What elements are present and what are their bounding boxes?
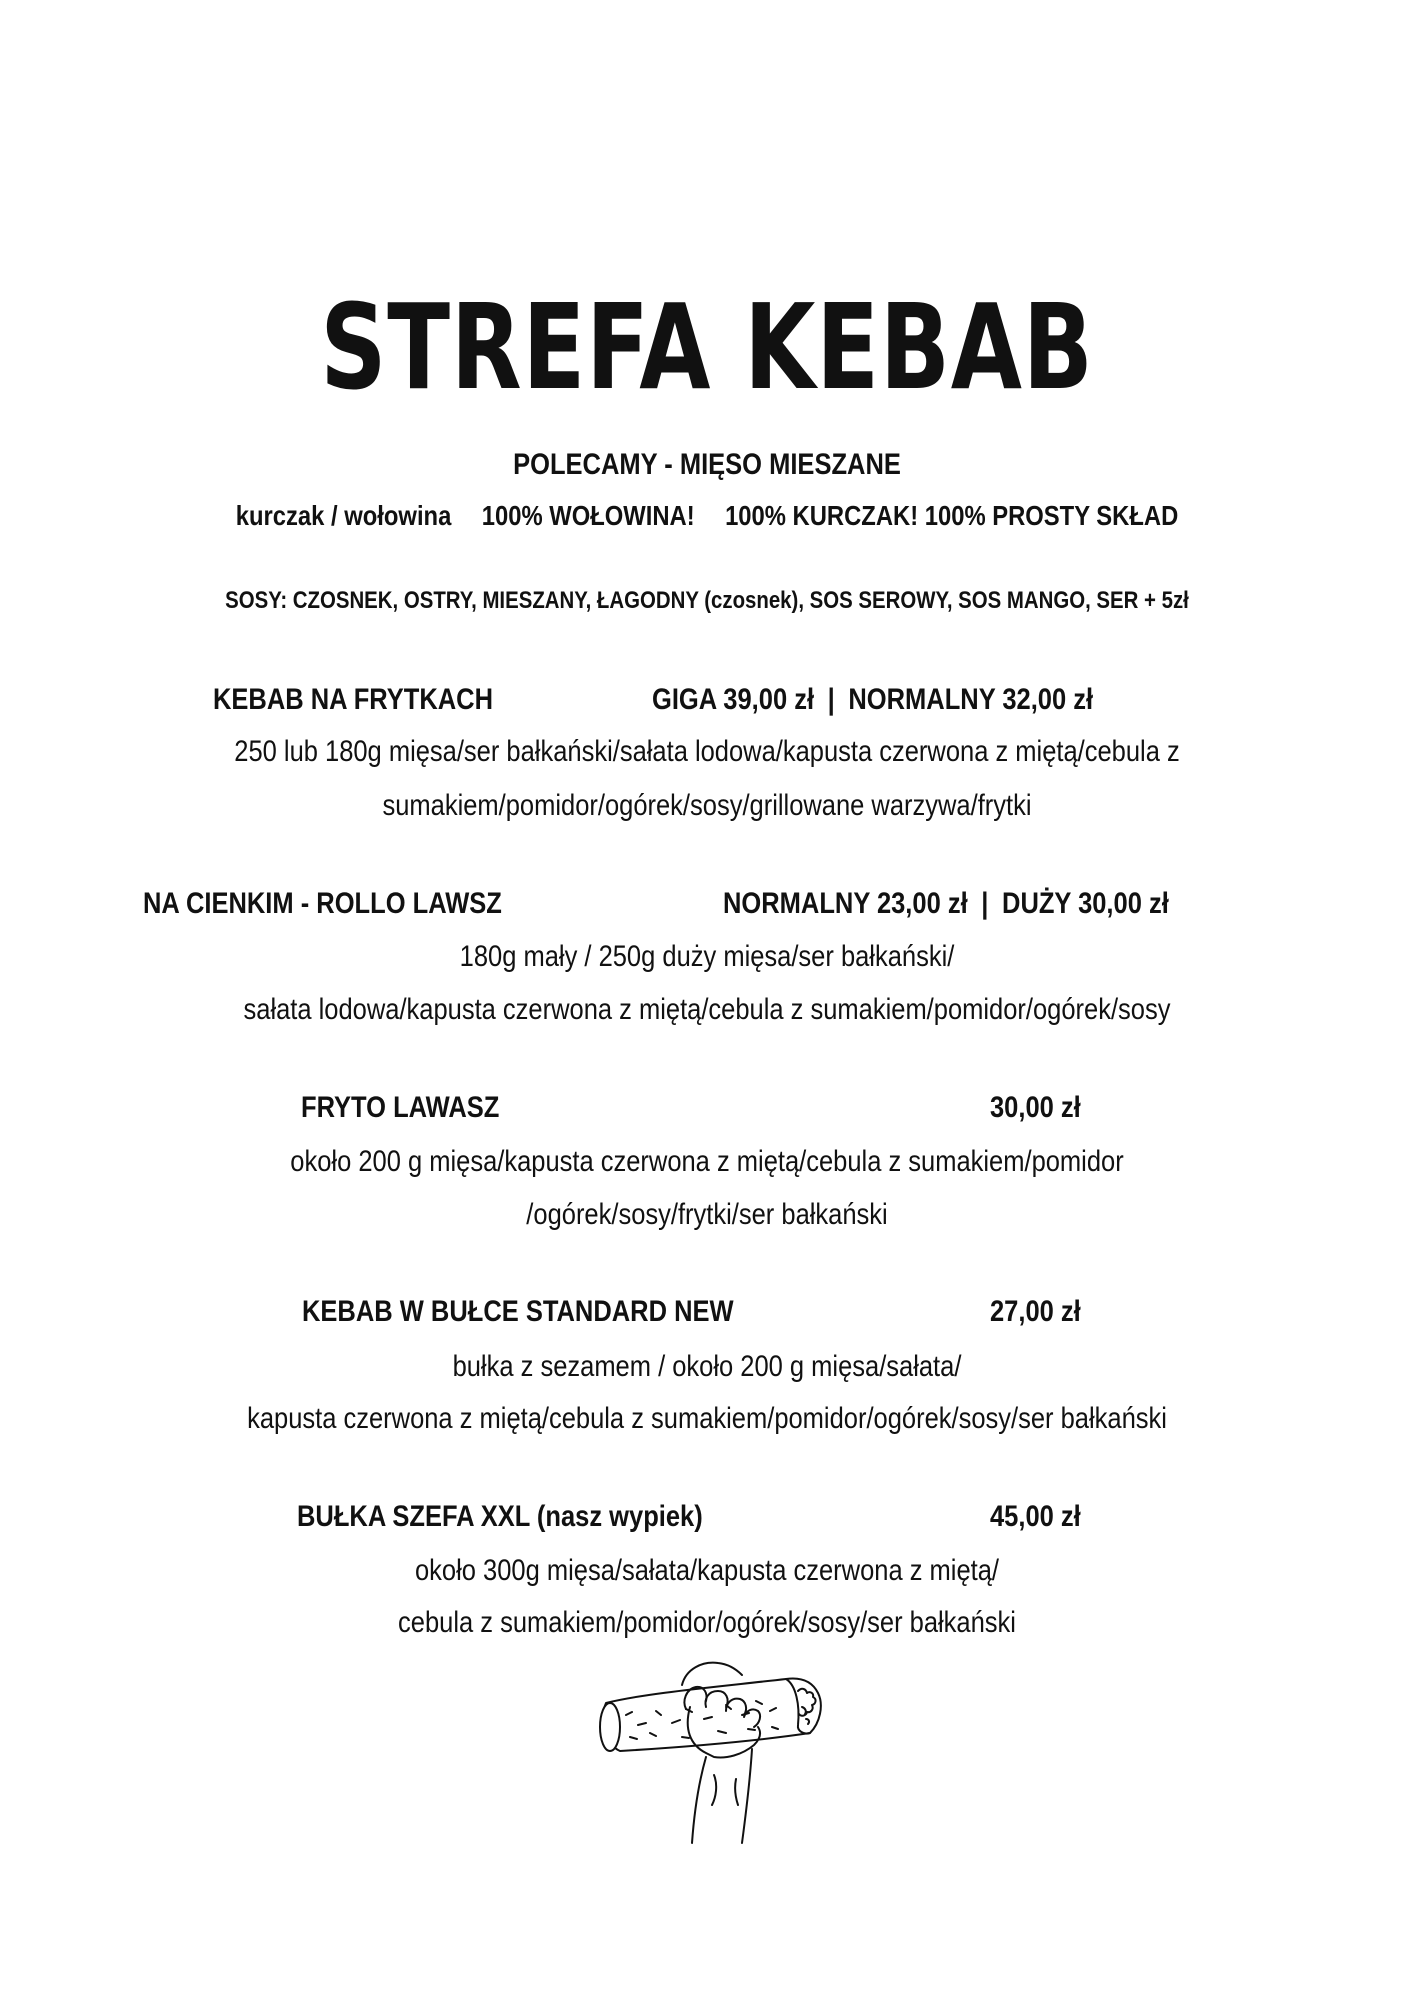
item-price-group [723,884,1169,924]
item-price: 30,00 zł [990,1091,1081,1124]
item-description-line: około 300g mięsa/sałata/kapusta czerwona z miętą/ [414,1554,999,1587]
taglines [106,496,1308,536]
item-name: KEBAB W BUŁCE STANDARD NEW [302,1295,734,1328]
item-price: NORMALNY 32,00 zł [848,683,1094,716]
subtitle: POLECAMY - MIĘSO MIESZANE [513,448,901,481]
item-name: KEBAB NA FRYTKACH [213,683,494,716]
hand-holding-kebab-wrap-icon [586,1645,846,1850]
price-separator: | [981,887,989,920]
item-description-line: sumakiem/pomidor/ogórek/sosy/grillowane warzywa/frytki [382,789,1032,822]
item-description-line: 250 lub 180g mięsa/ser bałkański/sałata lodowa/kapusta czerwona z miętą/cebula z [234,735,1180,768]
item-price: GIGA 39,00 zł [652,683,815,716]
item-price: 27,00 zł [990,1295,1081,1328]
item-name: FRYTO LAWASZ [301,1091,500,1124]
item-description-line: 180g mały / 250g duży mięsa/ser bałkański/ [459,940,955,973]
item-price: NORMALNY 23,00 zł [723,887,968,920]
tagline-chicken: 100% KURCZAK! 100% PROSTY SKŁAD [725,500,1179,531]
item-description-line: kapusta czerwona z miętą/cebula z sumakiem/pomidor/ogórek/sosy/ser bałkański [247,1402,1167,1435]
page-title: STREFA KEBAB [320,278,1094,416]
item-description-line: około 200 g mięsa/kapusta czerwona z miętą/cebula z sumakiem/pomidor [290,1145,1124,1178]
item-name: BUŁKA SZEFA XXL (nasz wypiek) [297,1500,703,1533]
tagline-beef: 100% WOŁOWINA! [481,500,695,531]
item-description-line: sałata lodowa/kapusta czerwona z miętą/cebula z sumakiem/pomidor/ogórek/sosy [243,993,1171,1026]
item-price: DUŻY 30,00 zł [1002,887,1169,920]
sauces-line: SOSY: CZOSNEK, OSTRY, MIESZANY, ŁAGODNY (czosnek), SOS SEROWY, SOS MANGO, SER + 5zł [225,587,1189,614]
item-name: NA CIENKIM - ROLLO LAWSZ [143,887,502,920]
item-description-line: cebula z sumakiem/pomidor/ogórek/sosy/ser bałkański [398,1606,1016,1639]
item-price-group [652,680,1093,720]
price-separator: | [827,683,835,716]
item-description-line: bułka z sezamem / około 200 g mięsa/sałata/ [452,1350,962,1383]
tagline-meat-type: kurczak / wołowina [235,500,452,531]
item-price: 45,00 zł [990,1500,1081,1533]
item-description-line: /ogórek/sosy/frytki/ser bałkański [526,1198,888,1231]
